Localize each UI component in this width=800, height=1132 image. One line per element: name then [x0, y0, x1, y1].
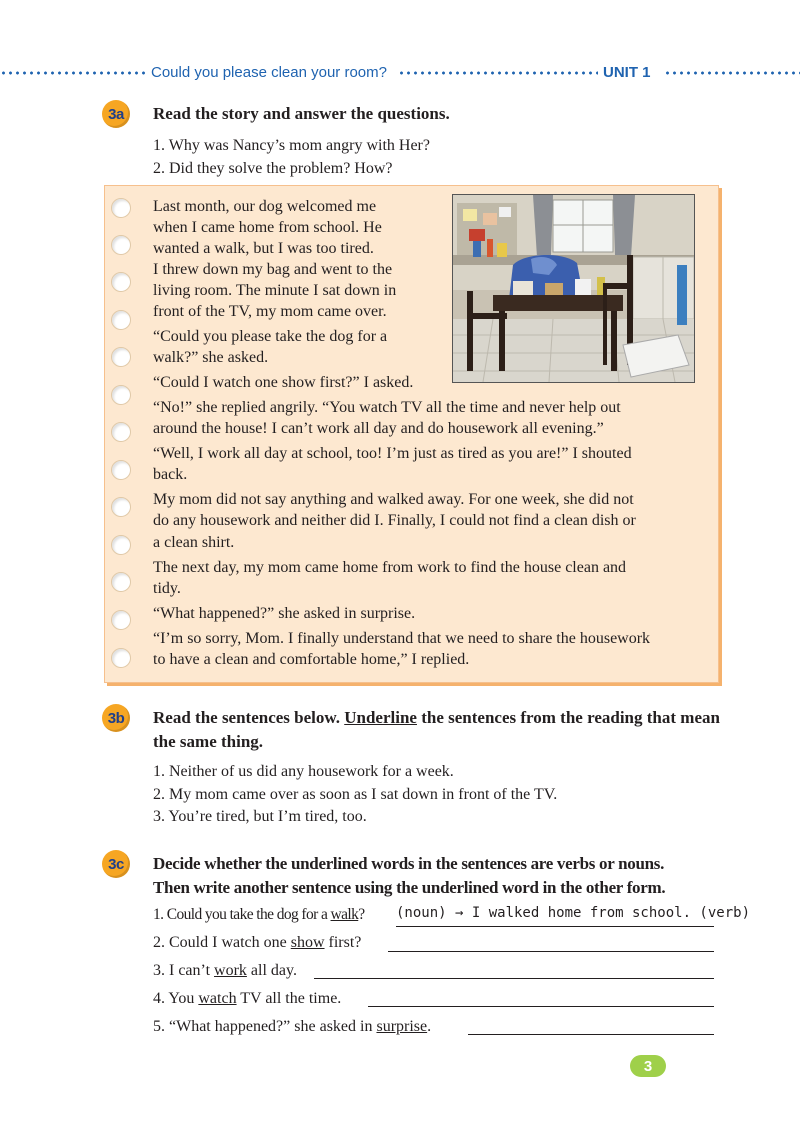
exercise-item-text: 4. You — [153, 990, 199, 1007]
header-title: Could you please clean your room? — [151, 64, 387, 81]
story-line: “I’m so sorry, Mom. I finally understand that we need to share the housework — [153, 630, 651, 647]
exercise-item-text: TV all the time. — [236, 990, 342, 1007]
story-line: “No!” she replied angrily. “You watch TV all the time and never help out — [153, 399, 621, 416]
story-line: The next day, my mom came home from work to find the house clean and — [153, 559, 627, 576]
sample-answer: (noun) → I walked home from school. (verb) — [396, 905, 751, 921]
page-header — [0, 60, 800, 86]
page-number: 3 — [630, 1055, 666, 1077]
binder-ring — [111, 422, 131, 442]
story-line: a clean shirt. — [153, 534, 235, 551]
header-dots-middle — [398, 71, 598, 75]
answer-line-2[interactable] — [388, 951, 714, 952]
badge-3c: 3c — [102, 850, 130, 878]
story-line: “Well, I work all day at school, too! I’m just as tired as you are!” I shouted — [153, 445, 632, 462]
story-line: back. — [153, 466, 188, 483]
sentence-1: 1. Neither of us did any housework for a week. — [153, 763, 454, 780]
binder-ring — [111, 572, 131, 592]
binder-ring — [111, 310, 131, 330]
binder-ring — [111, 497, 131, 517]
story-line: do any housework and neither did I. Finally, I could not find a clean dish or — [153, 512, 636, 529]
exercise-item-text: 5. “What happened?” she asked in — [153, 1018, 377, 1035]
answer-line-5[interactable] — [468, 1034, 714, 1035]
story-line: “Could you please take the dog for a — [153, 328, 388, 345]
instruction-3b-pre: Read the sentences below. — [153, 708, 345, 727]
binder-ring — [111, 347, 131, 367]
binder-ring — [111, 272, 131, 292]
story-line: tidy. — [153, 580, 181, 597]
exercise-item-1 — [153, 904, 365, 926]
header-dots-right — [664, 71, 800, 75]
story-line: “Could I watch one show first?” I asked. — [153, 374, 414, 391]
exercise-item-2 — [153, 932, 361, 954]
badge-3b: 3b — [102, 704, 130, 732]
instruction-3b-post: the sentences from the reading that mean the same thing. — [153, 708, 720, 751]
instruction-3b — [153, 706, 723, 754]
sentence-3: 3. You’re tired, but I’m tired, too. — [153, 808, 367, 825]
story-line: front of the TV, my mom came over. — [153, 303, 387, 320]
binder-ring — [111, 610, 131, 630]
answer-line-1[interactable] — [396, 926, 714, 927]
exercise-item-3 — [153, 960, 297, 982]
kitchen-photo — [452, 194, 695, 383]
answer-line-3[interactable] — [314, 978, 714, 979]
underlined-word: watch — [198, 990, 237, 1007]
story-line: walk?” she asked. — [153, 349, 269, 366]
exercise-item-text: 2. Could I watch one — [153, 934, 291, 951]
exercise-item-text: 3. I can’t — [153, 962, 215, 979]
story-line: I threw down my bag and went to the — [153, 261, 393, 278]
binder-ring — [111, 460, 131, 480]
exercise-item-5 — [153, 1016, 431, 1038]
instruction-3a: Read the story and answer the questions. — [153, 104, 450, 123]
instruction-3c-line2: Then write another sentence using the underlined word in the other form. — [153, 878, 666, 897]
story-line: “What happened?” she asked in surprise. — [153, 605, 416, 622]
exercise-item-text: ? — [358, 906, 365, 923]
story-line: around the house! I can’t work all day and do housework all evening.” — [153, 420, 604, 437]
story-line: My mom did not say anything and walked away. For one week, she did not — [153, 491, 634, 508]
header-unit: UNIT 1 — [603, 64, 651, 81]
question-2: 2. Did they solve the problem? How? — [153, 160, 393, 177]
instruction-3b-underline: Underline — [344, 708, 417, 727]
story-line: to have a clean and comfortable home,” I replied. — [153, 651, 470, 668]
question-1: 1. Why was Nancy’s mom angry with Her? — [153, 137, 430, 154]
binder-ring — [111, 648, 131, 668]
answer-line-4[interactable] — [368, 1006, 714, 1007]
story-line: Last month, our dog welcomed me — [153, 198, 377, 215]
instruction-3c-line1: Decide whether the underlined words in the sentences are verbs or nouns. — [153, 854, 665, 873]
story-line: living room. The minute I sat down in — [153, 282, 397, 299]
sentence-2: 2. My mom came over as soon as I sat down in front of the TV. — [153, 786, 558, 803]
underlined-word: walk — [330, 906, 359, 923]
story-line: wanted a walk, but I was too tired. — [153, 240, 374, 257]
exercise-item-text: all day. — [246, 962, 297, 979]
header-dots-left — [0, 71, 146, 75]
exercise-item-text: 1. Could you take the dog for a — [153, 906, 331, 923]
binder-ring — [111, 198, 131, 218]
story-line: when I came home from school. He — [153, 219, 382, 236]
exercise-item-4 — [153, 988, 341, 1010]
exercise-item-text: first? — [324, 934, 362, 951]
underlined-word: show — [290, 934, 325, 951]
binder-ring — [111, 385, 131, 405]
binder-ring — [111, 235, 131, 255]
binder-ring — [111, 535, 131, 555]
badge-3a: 3a — [102, 100, 130, 128]
exercise-item-text: . — [427, 1018, 432, 1035]
underlined-word: work — [214, 962, 247, 979]
underlined-word: surprise — [376, 1018, 428, 1035]
